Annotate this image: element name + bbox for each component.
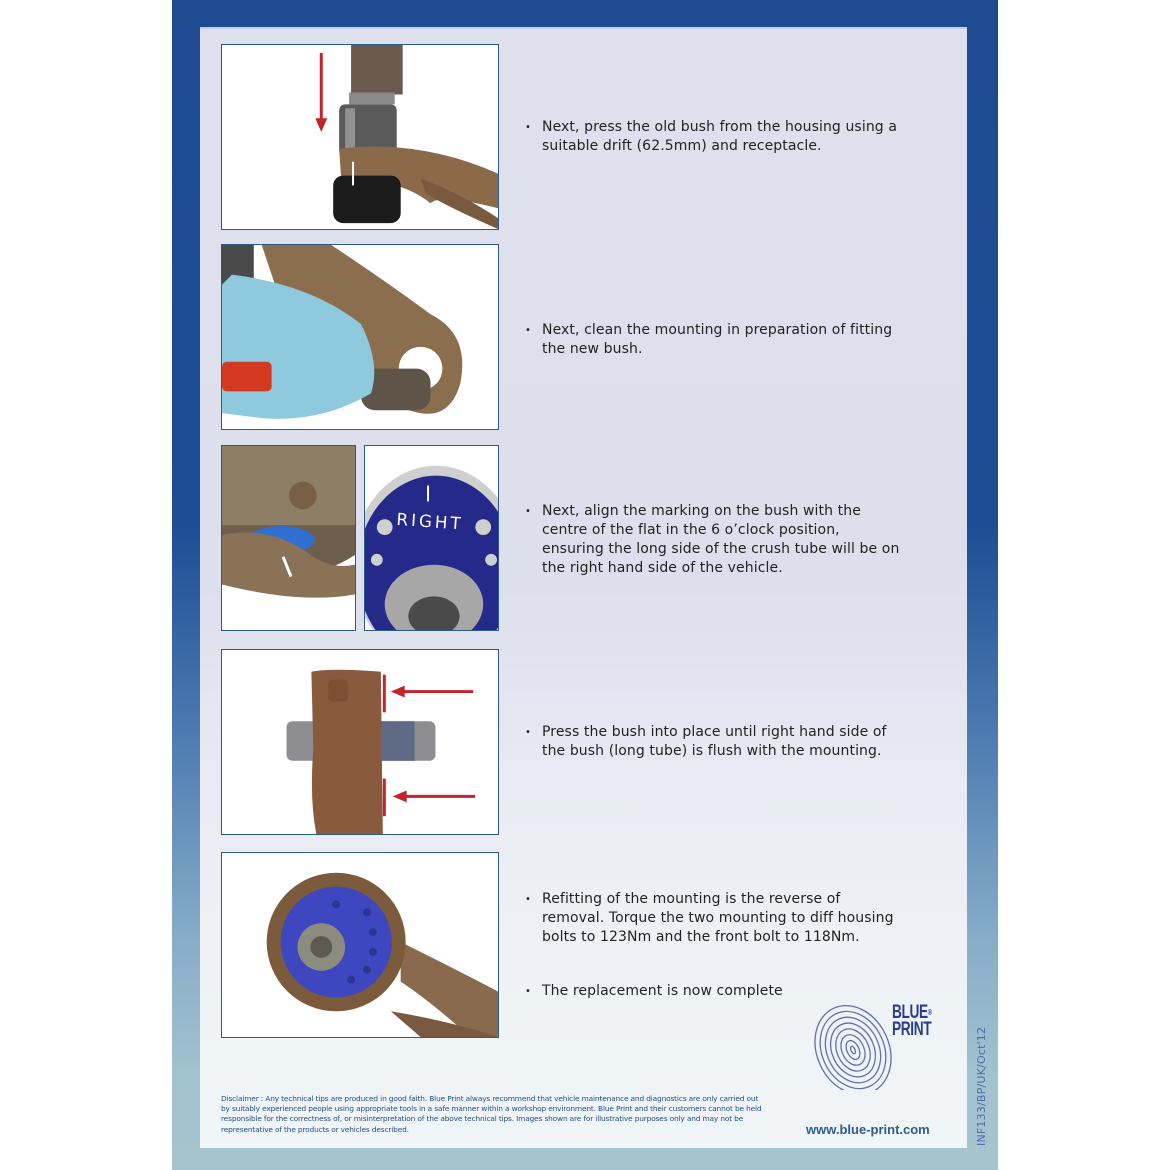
bullet-icon: • xyxy=(525,325,531,336)
step-3-text: • Next, align the marking on the bush with the centre of the flat in the 6 o’clock position, ensuring the long side of the crush tube will be on the right hand side of the vehicle. xyxy=(525,503,900,576)
right-marking-photo xyxy=(364,445,499,631)
bullet-icon: • xyxy=(525,986,531,997)
step-1-text: • Next, press the old bush from the housing using a suitable drift (62.5mm) and receptacle. xyxy=(525,119,898,154)
svg-text:RIGHT: RIGHT xyxy=(395,508,465,534)
pressing-old-bush-photo xyxy=(221,44,499,230)
disclaimer-text: Disclaimer : Any technical tips are produced in good faith. Blue Print always recommend that vehicle maintenance and diagnostics are only carried out by suitably experienced people using appropriate tools in a safe manner within a workshop environment. Blue Print and their customers cannot be held responsible for the correctness of, or misinterpretation of the above technical tips. Images shown are for illustrative purposes only and may not be representative of the products or vehicles described. xyxy=(221,1094,762,1134)
bush-in-housing-photo xyxy=(221,445,356,631)
step-6-text: • The replacement is now complete xyxy=(525,983,783,999)
refitted-mounting-photo xyxy=(221,852,499,1038)
document-reference: INF133/BP/UK/Oct'12 xyxy=(975,1026,988,1146)
step-4-text: • Press the bush into place until right hand side of the bush (long tube) is flush with the mounting. xyxy=(525,724,887,759)
bullet-icon: • xyxy=(525,894,531,905)
bush-flush-photo xyxy=(221,649,499,835)
step-2-text: • Next, clean the mounting in preparation of fitting the new bush. xyxy=(525,322,893,357)
cleaning-mounting-photo xyxy=(221,244,499,430)
brand-logo-text: BLUE® PRINT xyxy=(892,1002,932,1040)
step-5-text: • Refitting of the mounting is the reverse of removal. Torque the two mounting to diff housing bolts to 123Nm and the front bolt to 118Nm. xyxy=(525,891,894,945)
bullet-icon: • xyxy=(525,506,531,517)
bullet-icon: • xyxy=(525,122,531,133)
website-link[interactable]: www.blue-print.com xyxy=(806,1122,930,1137)
bullet-icon: • xyxy=(525,727,531,738)
